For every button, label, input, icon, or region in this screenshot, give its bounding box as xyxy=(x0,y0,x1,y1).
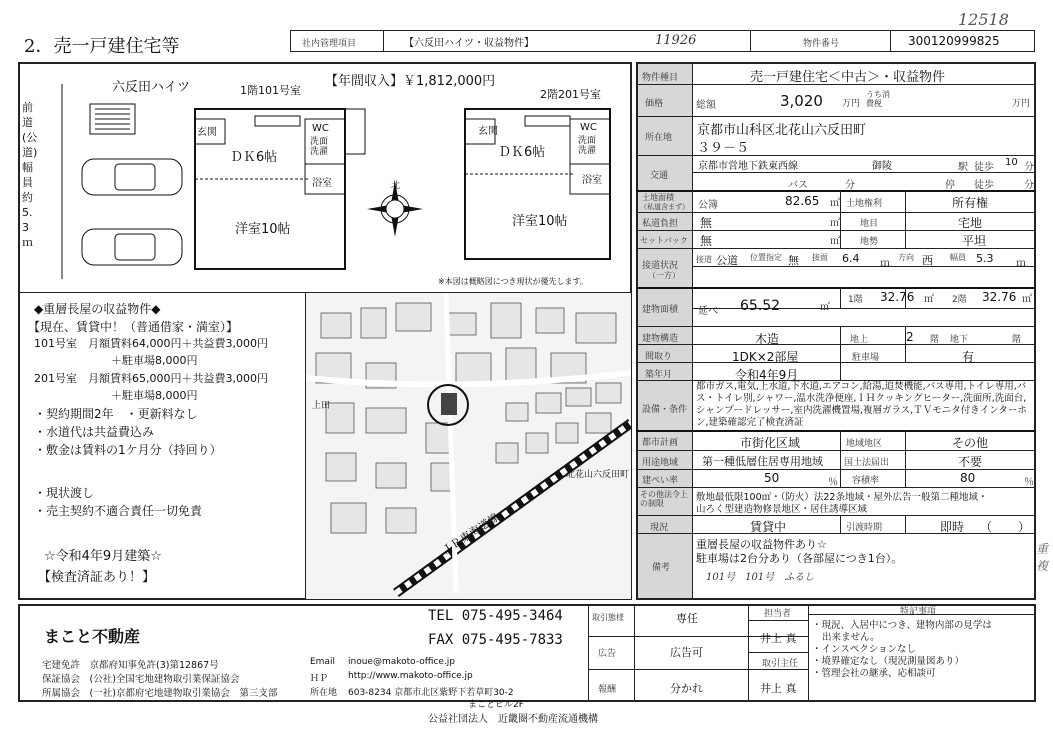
frontage: 6.4 xyxy=(842,252,860,265)
structure: 木造 xyxy=(755,332,780,346)
notes-label: 備考 xyxy=(652,563,671,573)
direction-label: 方向 xyxy=(898,253,914,262)
staff-label: 担当者 xyxy=(764,609,792,619)
remarks-101-a: 101号室 月額賃料64,000円＋共益費3,000円 xyxy=(34,337,268,350)
car-icon-2 xyxy=(82,229,182,265)
width-m: ｍ xyxy=(1016,258,1026,269)
company-email[interactable]: inoue@makoto-office.jp xyxy=(348,657,456,667)
terrain: 平坦 xyxy=(962,234,987,248)
equip-text: 都市ガス,電気,上水道,下水道,エアコン,給湯,追焚機能,バス専用,トイレ専用,バス・トイレ別,シャワー,温水洗浄便座,ＩＨクッキングヒーター,洗面所,洗面台,シャンプードレッサー,室内洗濯機置場,複層ガラス,ＴＶモニタ付きインターホン,建築確認完了検査済証 xyxy=(696,381,1027,428)
type-value: 売一戸建住宅＜中古＞・収益物件 xyxy=(750,70,946,85)
map-label-town: 北花山六反田町 xyxy=(566,470,630,480)
company-license: 宅建免許 京都府知事免許(3)第12867号 xyxy=(42,660,219,671)
land-area-sub: （私道含まず） xyxy=(640,203,689,211)
remarks-201-b: ＋駐車場8,000円 xyxy=(111,389,198,402)
company-assoc: 所属協会 (一社)京都府宅地建物取引業協会 第三支部 xyxy=(42,688,278,699)
position-label: 位置指定 xyxy=(750,253,782,262)
special-1: ・現況、入居中につき、建物内部の見学は xyxy=(812,620,992,631)
dk-label-2: ＤＫ6帖 xyxy=(498,145,546,160)
stop-walk-unit: 分 xyxy=(1024,180,1034,191)
coverage: 50 xyxy=(764,471,780,485)
wc-label-1: WC xyxy=(312,123,329,134)
coverage-pct: ％ xyxy=(828,477,838,488)
company-guarantee: 保証協会 (公社)全国宅地建物取引業保証協会 xyxy=(42,674,240,685)
special-4: ・境界確定なし（現況測量図あり） xyxy=(812,656,965,667)
deal: 専任 xyxy=(676,612,698,625)
road-label: 前道(公道)幅員約5.3ｍ xyxy=(22,101,38,249)
bath-label-1: 浴室 xyxy=(312,178,332,189)
land-area-type: 公簿 xyxy=(698,200,718,211)
fee-label: 報酬 xyxy=(598,685,617,695)
company-fax: FAX 075-495-7833 xyxy=(428,632,563,648)
handover-paren-open: （ xyxy=(980,520,993,534)
transport-label: 交通 xyxy=(650,171,669,181)
position: 無 xyxy=(788,254,799,267)
western-label-2: 洋室10帖 xyxy=(512,214,568,229)
remarks-liability: ・売主契約不適合責任一切免責 xyxy=(34,504,203,518)
access-sub: （一方） xyxy=(648,271,680,280)
building-name: 六反田ハイツ xyxy=(112,80,191,95)
staff: 井上 真 xyxy=(760,632,797,645)
parking: 有 xyxy=(962,350,975,364)
remarks-heading: ◆重層長屋の収益物件◆ xyxy=(34,302,161,316)
above-label: 地上 xyxy=(850,335,869,345)
layout: 1DK×2部屋 xyxy=(732,350,799,364)
land-right: 所有権 xyxy=(952,196,989,210)
remarks-201-a: 201号室 月額賃料65,000円＋共益費3,000円 xyxy=(34,372,268,385)
washroom-label-2: 洗面 洗濯 xyxy=(578,136,597,156)
walk-min: 10 xyxy=(1005,157,1018,168)
stop-label: 停 xyxy=(945,180,955,191)
above: 2 xyxy=(906,330,914,344)
annual-income: 【年間収入】￥1,812,000円 xyxy=(325,74,496,89)
access-label: 接道状況 xyxy=(642,261,679,271)
unit2-label: 2階201号室 xyxy=(540,88,601,101)
western-label-1: 洋室10帖 xyxy=(235,222,291,237)
deal-staff: 井上 真 xyxy=(760,682,797,695)
remarks-contract: ・契約期間2年 ・更新料なし xyxy=(34,407,198,421)
land-cat-label: 地目 xyxy=(860,219,879,229)
current: 賃貸中 xyxy=(750,520,787,534)
land-area-label: 土地面積 xyxy=(642,193,674,202)
dk-label-1: ＤＫ6帖 xyxy=(230,150,278,165)
walk-unit: 分 xyxy=(1024,162,1034,173)
special-3: ・インスペクションなし xyxy=(812,644,917,655)
below-unit: 階 xyxy=(1012,335,1022,345)
floor2-label: 2階 xyxy=(952,295,967,305)
width-label: 幅員 xyxy=(950,253,966,262)
frontage-label: 接面 xyxy=(812,253,828,262)
deal-label: 取引態様 xyxy=(592,613,624,622)
private-road-value: 無 xyxy=(700,216,713,230)
structure-label: 建物構造 xyxy=(642,334,679,344)
floor2-m2: ㎡ xyxy=(1022,294,1032,305)
remarks-water: ・水道代は共益費込み xyxy=(34,425,155,439)
coverage-label: 建ぺい率 xyxy=(642,476,679,486)
price-sub: 総額 xyxy=(696,100,716,111)
building-total-m2: ㎡ xyxy=(820,302,830,313)
setback-value: 無 xyxy=(700,234,713,248)
page-title: 2．売一戸建住宅等 xyxy=(24,36,180,57)
unit1-label: 1階101号室 xyxy=(240,84,301,97)
special-2: 出来ません。 xyxy=(822,632,880,643)
layout-label: 間取り xyxy=(645,352,673,362)
building-total-label: 延べ xyxy=(698,306,718,317)
zoning: 第一種低層住居専用地域 xyxy=(702,455,823,468)
building-total: 65.52 xyxy=(740,298,781,314)
notes-1: 重層長屋の収益物件あり☆ xyxy=(696,538,827,551)
deal-staff-label: 取引主任 xyxy=(762,659,799,669)
company-bldg: まことビル2F xyxy=(468,700,524,710)
setback-m2: ㎡ xyxy=(830,236,840,247)
bus-unit: 分 xyxy=(845,180,855,191)
plan-note: ※本図は概略図につき現状が優先します。 xyxy=(438,277,588,286)
mgmt-value: 【六反田ハイツ・収益物件】 xyxy=(404,38,534,49)
remarks-built: ☆令和4年9月建築☆ xyxy=(44,549,162,564)
city-plan-label: 都市計画 xyxy=(642,438,679,448)
building-area-label: 建物面積 xyxy=(642,305,679,315)
handwritten-side: 重複 xyxy=(1036,542,1049,573)
location-label: 所在地 xyxy=(645,133,673,143)
price-label: 価格 xyxy=(645,99,664,109)
above-unit: 階 xyxy=(930,335,940,345)
handwritten-mgmt-number: 11926 xyxy=(655,33,697,48)
details-panel xyxy=(636,62,1036,600)
special-label: 特記事項 xyxy=(900,607,937,617)
property-no: 300120999825 xyxy=(908,34,1000,48)
ad: 広告可 xyxy=(670,646,703,659)
handover-paren-close: ） xyxy=(1018,520,1031,534)
tax-label: うち消費税 xyxy=(866,90,890,108)
zoning-label: 用途地域 xyxy=(642,458,679,468)
hp-label: ＨＰ xyxy=(310,674,329,684)
type-label: 物件種目 xyxy=(642,73,679,83)
land-right-label: 土地権利 xyxy=(846,199,883,209)
road-type-label: 接道 xyxy=(696,255,712,264)
location-2: ３９－５ xyxy=(697,141,750,156)
land-area: 82.65 xyxy=(785,194,820,208)
remarks-as-is: ・現状渡し xyxy=(34,486,95,500)
walk-label: 徒歩 xyxy=(974,162,994,173)
company-hp[interactable]: http://www.makoto-office.jp xyxy=(348,671,473,681)
map-label-rail: ＪＲ東海道線 xyxy=(439,510,502,558)
remarks-status: 【現在、賃貸中！（普通借家・満室）】 xyxy=(28,320,239,334)
floor2: 32.76 xyxy=(982,290,1017,304)
equip-label: 設備・条件 xyxy=(642,405,688,415)
bath-label-2: 浴室 xyxy=(582,175,602,186)
setback-label: セットバック xyxy=(640,236,688,245)
location-map xyxy=(306,293,631,599)
tax-unit: 万円 xyxy=(1012,99,1031,109)
legal-label: その他法令上の制限 xyxy=(640,490,688,508)
transport-station: 御陵 xyxy=(872,161,892,172)
footer-org: 公益社団法人 近畿圏不動産流通機構 xyxy=(428,714,598,725)
land-cat: 宅地 xyxy=(958,216,983,230)
special-5: ・管理会社の継承、応相談可 xyxy=(812,668,936,679)
road-type: 公道 xyxy=(716,254,738,267)
email-label: Email xyxy=(310,657,335,667)
company-name: まこと不動産 xyxy=(44,627,141,646)
handwritten-notes: 101号 101号 ふるし xyxy=(706,572,815,583)
map-label-uesawa: 上田 xyxy=(312,401,331,411)
handover-label: 引渡時期 xyxy=(846,523,883,533)
frontage-m: ｍ xyxy=(880,258,890,269)
entrance-label-1: 玄関 xyxy=(197,127,217,138)
floor1-label: 1階 xyxy=(848,295,863,305)
car-icon-1 xyxy=(82,159,182,195)
width: 5.3 xyxy=(976,252,994,265)
location-1: 京都市山科区北花山六反田町 xyxy=(697,123,867,138)
floor1: 32.76 xyxy=(880,290,915,304)
wc-label-2: WC xyxy=(580,122,597,133)
entrance-label-2: 玄関 xyxy=(478,126,498,137)
stop-walk-label: 徒歩 xyxy=(974,180,994,191)
district: その他 xyxy=(952,436,989,450)
land-report: 不要 xyxy=(958,455,983,469)
addr-label: 所在地 xyxy=(310,688,338,698)
compass-label: 北 xyxy=(391,181,401,191)
company-tel: TEL 075-495-3464 xyxy=(428,608,563,624)
remarks-deposit: ・敷金は賃料の1ケ月分（持回り） xyxy=(34,443,222,457)
handwritten-top-number: 12518 xyxy=(958,10,1009,29)
city-plan: 市街化区域 xyxy=(740,436,801,450)
price-unit: 万円 xyxy=(842,99,861,109)
bus-label: バス xyxy=(788,180,808,191)
fee: 分かれ xyxy=(670,682,703,695)
ad-label: 広告 xyxy=(598,649,617,659)
handover: 即時 xyxy=(940,520,965,534)
far-label: 容積率 xyxy=(852,476,880,486)
price-value: 3,020 xyxy=(780,92,823,110)
far: 80 xyxy=(960,471,976,485)
land-area-m2: ㎡ xyxy=(830,198,840,209)
built: 令和4年9月 xyxy=(735,368,799,382)
private-road-m2: ㎡ xyxy=(830,218,840,229)
legal-2: 山ろく型建造物修景地区・居住誘導区域 xyxy=(696,504,868,515)
parking-label: 駐車場 xyxy=(852,353,880,363)
notes-2: 駐車場は2台分あり（各部屋につき1台）。 xyxy=(696,552,903,565)
legal-1: 敷地最低限100㎡・（防火）法22条地域・屋外広告一般第二種地域・ xyxy=(696,492,988,503)
company-addr: 603-8234 京都市北区紫野下若草町30-2 xyxy=(348,688,514,698)
station-suffix: 駅 xyxy=(958,162,968,173)
terrain-label: 地勢 xyxy=(860,237,879,247)
built-label: 築年月 xyxy=(645,370,673,380)
district-label: 地域地区 xyxy=(846,439,883,449)
land-report-label: 国土法届出 xyxy=(844,458,890,468)
remarks-101-b: ＋駐車場8,000円 xyxy=(111,354,198,367)
direction: 西 xyxy=(922,254,933,267)
floor1-m2: ㎡ xyxy=(924,294,934,305)
mgmt-label: 社内管理項目 xyxy=(302,39,357,49)
washroom-label-1: 洗面 洗濯 xyxy=(310,137,329,157)
far-pct: ％ xyxy=(1024,477,1034,488)
property-no-label: 物件番号 xyxy=(803,39,840,49)
private-road-label: 私道負担 xyxy=(642,219,679,229)
current-label: 現況 xyxy=(650,523,669,533)
below-label: 地下 xyxy=(950,335,969,345)
remarks-inspection: 【検査済証あり！】 xyxy=(38,570,156,585)
transport-line: 京都市営地下鉄東西線 xyxy=(698,161,798,172)
